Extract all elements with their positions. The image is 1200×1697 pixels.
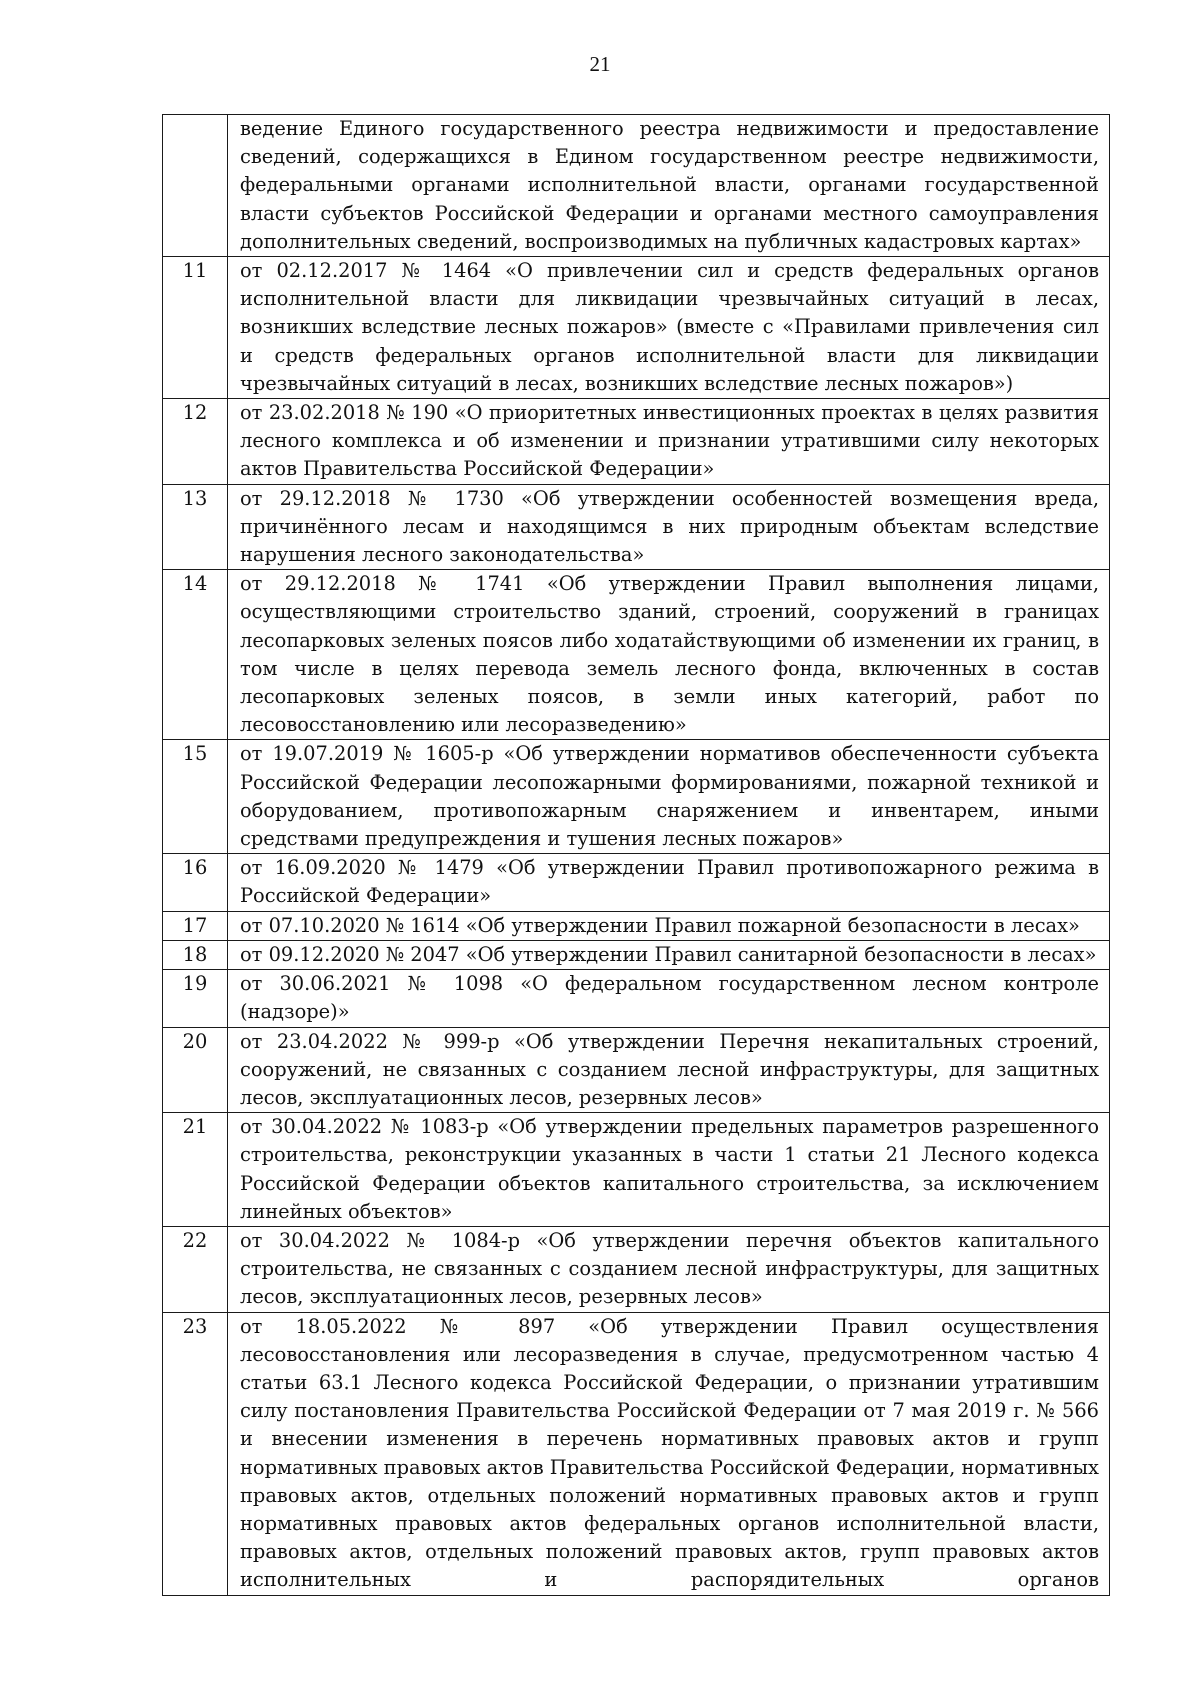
row-text: ведение Единого государственного реестра недвижимости и предоставление сведений, содержащихся в Едином государственном реестре недвижимости, федеральными органами исполнительной власти, органами государственной власти субъектов Российской Федерации и органами местного самоуправления дополнительных сведений, воспроизводимых на публичных кадастровых картах» bbox=[228, 115, 1110, 257]
row-text: от 16.09.2020 № 1479 «Об утверждении Правил противопожарного режима в Российской Федерации» bbox=[228, 854, 1110, 911]
row-number: 12 bbox=[163, 399, 228, 485]
row-number: 21 bbox=[163, 1113, 228, 1227]
row-number: 13 bbox=[163, 484, 228, 570]
page-number: 21 bbox=[589, 52, 611, 76]
table-row bbox=[163, 257, 1110, 399]
row-number: 19 bbox=[163, 970, 228, 1027]
table-row bbox=[163, 570, 1110, 740]
table-row bbox=[163, 740, 1110, 854]
row-number bbox=[163, 115, 228, 257]
row-number: 18 bbox=[163, 940, 228, 969]
row-text: от 18.05.2022 № 897 «Об утверждении Правил осуществления лесовосстановления или лесоразведения в случае, предусмотренном частью 4 статьи 63.1 Лесного кодекса Российской Федерации, о признании утратившим силу постановления Правительства Российской Федерации от 7 мая 2019 г. № 566 и внесении изменения в перечень нормативных правовых актов и групп нормативных правовых актов Правительства Российской Федерации, нормативных правовых актов, отдельных положений нормативных правовых актов и групп нормативных правовых актов федеральных органов исполнительной власти, правовых актов, отдельных положений правовых актов, групп правовых актов исполнительных и распорядительных органов bbox=[228, 1312, 1110, 1595]
row-number: 14 bbox=[163, 570, 228, 740]
row-number: 17 bbox=[163, 911, 228, 940]
row-number: 22 bbox=[163, 1226, 228, 1312]
table-row bbox=[163, 115, 1110, 257]
row-number: 15 bbox=[163, 740, 228, 854]
row-text: от 30.04.2022 № 1083-р «Об утверждении предельных параметров разрешенного строительства, реконструкции указанных в части 1 статьи 21 Лесного кодекса Российской Федерации объектов капитального строительства, за исключением линейных объектов» bbox=[228, 1113, 1110, 1227]
table-row bbox=[163, 1226, 1110, 1312]
row-text: от 29.12.2018 № 1730 «Об утверждении особенностей возмещения вреда, причинённого лесам и находящимся в них природным объектам вследствие нарушения лесного законодательства» bbox=[228, 484, 1110, 570]
table-row bbox=[163, 970, 1110, 1027]
row-text: от 09.12.2020 № 2047 «Об утверждении Правил санитарной безопасности в лесах» bbox=[228, 940, 1110, 969]
row-number: 20 bbox=[163, 1027, 228, 1113]
row-text: от 30.04.2022 № 1084-р «Об утверждении перечня объектов капитального строительства, не связанных с созданием лесной инфраструктуры, для защитных лесов, эксплуатационных лесов, резервных лесов» bbox=[228, 1226, 1110, 1312]
table-row bbox=[163, 1027, 1110, 1113]
row-text: от 07.10.2020 № 1614 «Об утверждении Правил пожарной безопасности в лесах» bbox=[228, 911, 1110, 940]
row-text: от 23.04.2022 № 999-р «Об утверждении Перечня некапитальных строений, сооружений, не связанных с созданием лесной инфраструктуры, для защитных лесов, эксплуатационных лесов, резервных лесов» bbox=[228, 1027, 1110, 1113]
row-text: от 23.02.2018 № 190 «О приоритетных инвестиционных проектах в целях развития лесного комплекса и об изменении и признании утратившими силу некоторых актов Правительства Российской Федерации» bbox=[228, 399, 1110, 485]
row-text: от 19.07.2019 № 1605-р «Об утверждении нормативов обеспеченности субъекта Российской Федерации лесопожарными формированиями, пожарной техникой и оборудованием, противопожарным снаряжением и инвентарем, иными средствами предупреждения и тушения лесных пожаров» bbox=[228, 740, 1110, 854]
table-row bbox=[163, 1312, 1110, 1595]
table-row bbox=[163, 940, 1110, 969]
row-number: 23 bbox=[163, 1312, 228, 1595]
row-number: 11 bbox=[163, 257, 228, 399]
table-row bbox=[163, 854, 1110, 911]
table-row bbox=[163, 911, 1110, 940]
table-row bbox=[163, 399, 1110, 485]
table-row bbox=[163, 1113, 1110, 1227]
row-text: от 29.12.2018 № 1741 «Об утверждении Правил выполнения лицами, осуществляющими строительство зданий, строений, сооружений в границах лесопарковых зеленых поясов либо ходатайствующими об изменении их границ, в том числе в целях перевода земель лесного фонда, включенных в состав лесопарковых зеленых поясов, в земли иных категорий, работ по лесовосстановлению или лесоразведению» bbox=[228, 570, 1110, 740]
table-row bbox=[163, 484, 1110, 570]
row-text: от 02.12.2017 № 1464 «О привлечении сил и средств федеральных органов исполнительной власти для ликвидации чрезвычайных ситуаций в лесах, возникших вследствие лесных пожаров» (вместе с «Правилами привлечения сил и средств федеральных органов исполнительной власти для ликвидации чрезвычайных ситуаций в лесах, возникших вследствие лесных пожаров») bbox=[228, 257, 1110, 399]
row-text: от 30.06.2021 № 1098 «О федеральном государственном лесном контроле (надзоре)» bbox=[228, 970, 1110, 1027]
row-number: 16 bbox=[163, 854, 228, 911]
legal-acts-table bbox=[162, 114, 1110, 1596]
